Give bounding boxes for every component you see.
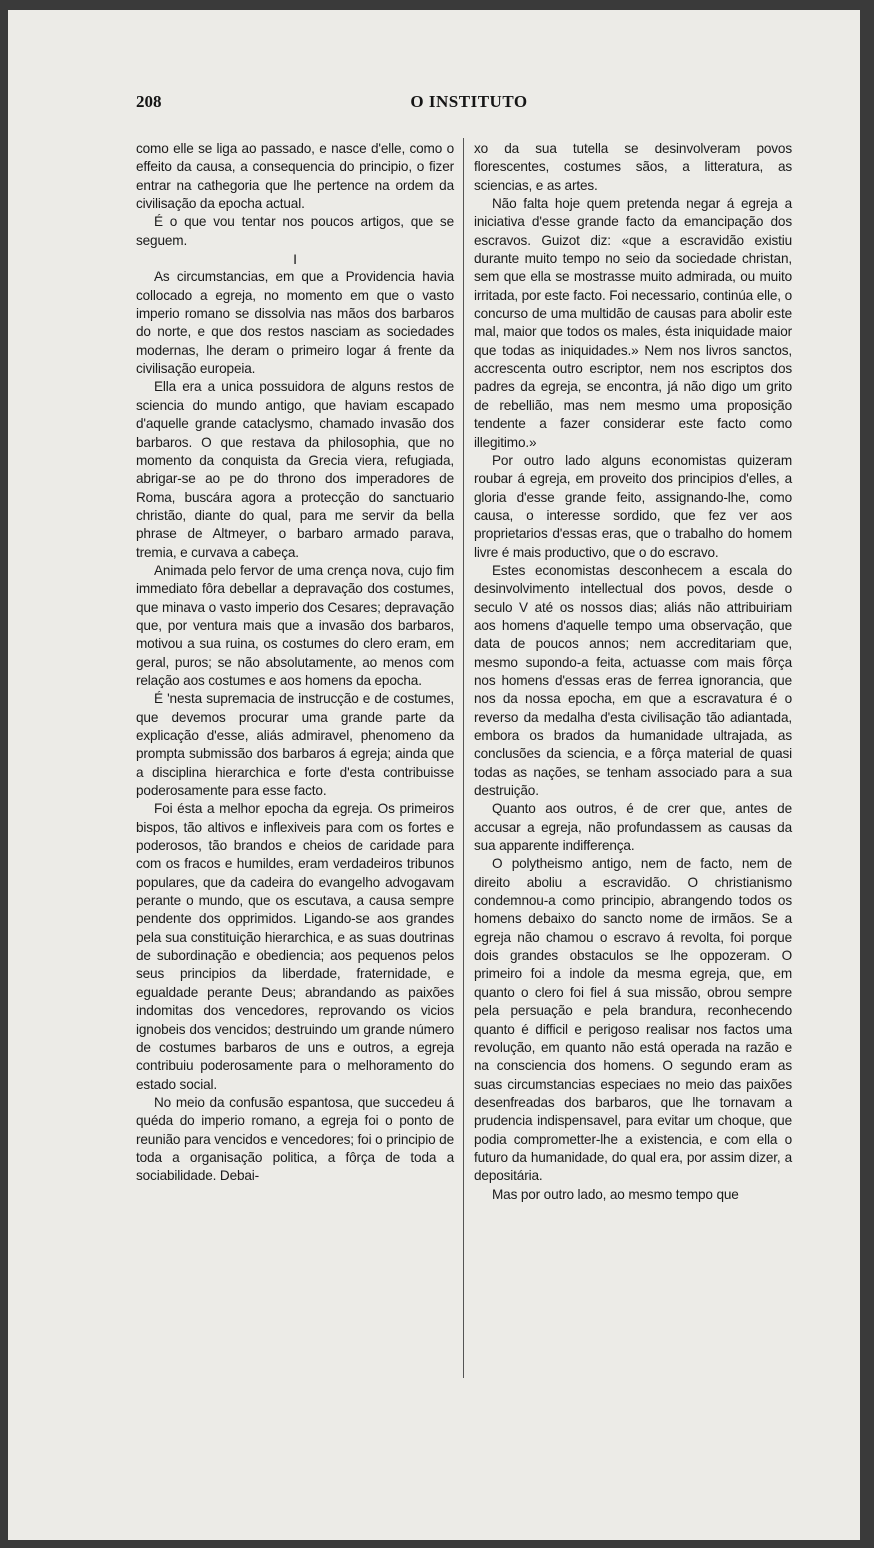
paragraph: É o que vou tentar nos poucos artigos, que se seguem. <box>136 214 454 248</box>
right-column <box>474 140 792 1204</box>
column-divider <box>463 138 464 1378</box>
paragraph: No meio da confusão espantosa, que succedeu á quéda do imperio romano, a egreja foi o ponto de reunião para vencidos e vencedores; foi o principio de toda a organisação politica, a fôrça de toda a sociabilidade. Debai- <box>136 1094 454 1184</box>
paragraph: Quanto aos outros, é de crer que, antes de accusar a egreja, não profundassem as causas da sua apparente indifferença. <box>474 801 792 854</box>
paragraph: Por outro lado alguns economistas quizeram roubar á egreja, em proveito dos principios d'elles, a gloria d'esse grande feito, assignando-lhe, como causa, o interesse sordido, que fez ver aos proprietarios d'essas eras, que o trabalho do homem livre é mais productivo, que o do escravo. <box>474 452 792 560</box>
left-column <box>136 140 454 1186</box>
paragraph: As circumstancias, em que a Providencia havia collocado a egreja, no momento em que o vasto imperio romano se dissolvia nas mãos dos barbaros do norte, e que dos restos nasciam as sociedades modernas, lhe deram o primeiro logar á frente da civilisação europeia. <box>136 269 454 377</box>
paragraph: O polytheismo antigo, nem de facto, nem de direito aboliu a escravidão. O christianismo condemnou-a como principio, abrangendo todos os homens debaixo do sancto nome de irmãos. Se a egreja não chamou o escravo á revolta, foi porque dois grandes obstaculos se lhe oppozeram. O primeiro foi a indole da mesma egreja, que, em quanto o clero foi fiel á sua missão, obrou sempre pela persuação e pela brandura, reconhecendo quanto é difficil e perigoso realisar nos factos uma revolução, em quanto não está operada na razão e na consciencia dos homens. O segundo eram as suas circumstancias especiaes no meio das paixões desenfreadas dos barbaros, que lhe tornavam a prudencia indispensavel, para evitar um choque, que podia comprometter-lhe a existencia, e com ella o futuro da humanidade, do qual era, por assim dizer, a depositária. <box>474 856 792 1184</box>
paragraph: Animada pelo fervor de uma crença nova, cujo fim immediato fôra debellar a depravação dos costumes, que minava o vasto imperio dos Cesares; depravação que, por ventura mais que a invasão dos barbaros, motivou a sua ruina, os costumes do clero eram, em geral, puros; se não absolutamente, ao menos com relação aos costumes e aos homens da epocha. <box>136 562 454 688</box>
paragraph: Estes economistas desconhecem a escala do desinvolvimento intellectual dos povos, desde o seculo V até os nossos dias; aliás não attribuiriam aos homens d'aquelle tempo uma observação, que data de poucos annos; nem accreditariam que, mesmo supondo-a feita, actuasse com mais fôrça nos homens d'essas eras de ferrea ignorancia, que nos da nossa epocha, em que a escravatura é o reverso da medalha d'esta civilisação tão adiantada, embora os brados da humanidade ultrajada, as conclusões da sciencia, e a fôrça material de quasi todas as nações, se tenham associado para a sua destruição. <box>474 562 792 799</box>
paragraph: Não falta hoje quem pretenda negar á egreja a iniciativa d'esse grande facto da emancipação dos escravos. Guizot diz: «que a escravidão existiu durante muito tempo no seio da sociedade christan, sem que ella se mostrasse muito admirada, ou muito irritada, por este facto. Foi necessario, continúa elle, o concurso de uma multidão de causas para abolir este mal, maior que todos os males, ésta iniquidade maior que todas as iniquidades.» Nem nos livros sanctos, accrescenta outro escriptor, nem nos escriptos dos padres da egreja, se encontra, já não digo um grito de rebellião, mas nem mesmo uma proposição tendente a fazer considerar este facto como illegitimo.» <box>474 196 792 450</box>
running-title: O INSTITUTO <box>410 92 528 111</box>
paragraph: É 'nesta supremacia de instrucção e de costumes, que devemos procurar uma grande parte da explicação d'esse, aliás admiravel, phenomeno da prompta submissão dos barbaros á egreja; ainda que a disciplina hierarchica e forte d'esta contribuisse poderosamente para esse facto. <box>136 691 454 799</box>
page-header <box>136 92 802 118</box>
paragraph: Ella era a unica possuidora de alguns restos de sciencia do mundo antigo, que haviam escapado d'aquelle grande cataclysmo, chamado invasão dos barbaros. O que restava da philosophia, que no momento da conquista da Grecia viera, refugiada, abrigar-se ao pe do throno dos imperadores de Roma, buscára agora a protecção do sanctuario christão, diante do qual, para me servir da bella phrase de Altmeyer, o barbaro armado parava, tremia, e curvava a cabeça. <box>136 379 454 560</box>
paragraph: Mas por outro lado, ao mesmo tempo que <box>492 1186 739 1202</box>
paragraph: Foi ésta a melhor epocha da egreja. Os primeiros bispos, tão altivos e inflexiveis para com os fortes e poderosos, tão brandos e cheios de caridade para com os fracos e humildes, eram verdadeiros tribunos populares, que da cadeira do evangelho advogavam perante o mundo, que os escutava, a causa sempre pendente dos opprimidos. Ligando-se aos grandes pela sua constituição hierarchica, e as suas doutrinas de subordinação e obediencia; aos pequenos pelos seus principios da liberdade, fraternidade, e egualdade perante Deus; abrandando as paixões indomitas dos vencedores, reprovando os vicios ignobeis dos vencidos; destruindo um grande número de costumes barbaros de uns e outros, a egreja contribuiu poderosamente para o melhoramento do estado social. <box>136 801 454 1092</box>
paragraph: como elle se liga ao passado, e nasce d'elle, como o effeito da causa, a consequencia do principio, o fizer entrar na cathegoria que lhe pertence na ordem da civilisação da epocha actual. <box>136 141 454 212</box>
page-number: 208 <box>136 92 162 111</box>
printed-page <box>8 10 860 1540</box>
section-heading: I <box>293 251 297 268</box>
paragraph: xo da sua tutella se desinvolveram povos florescentes, costumes sãos, a litteratura, as sciencias, e as artes. <box>474 141 792 193</box>
